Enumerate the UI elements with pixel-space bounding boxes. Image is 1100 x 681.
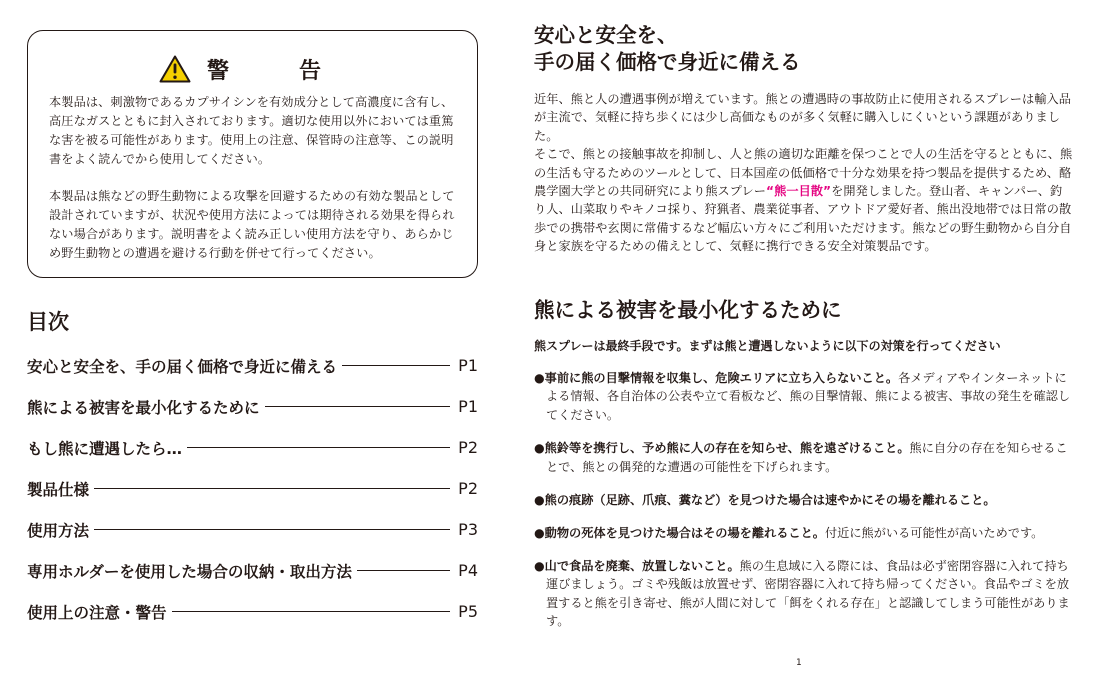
list-item-text: 各メディアやインターネットによる情報、各自治体の公表や立て看板など、熊の目撃情報、熊による被害、事故の発生を確認してください。 xyxy=(546,371,1071,422)
toc-item-page: P2 xyxy=(458,479,478,498)
toc-item[interactable] xyxy=(27,550,478,591)
list-item-text: 熊に自分の存在を知らせることで、熊との偶発的な遭遇の可能性を下げられます。 xyxy=(546,441,1068,474)
list-item-heading: ●山で食品を廃棄、放置しないこと。 xyxy=(534,558,740,573)
toc-leader-line xyxy=(265,406,450,407)
warning-header xyxy=(49,51,455,87)
list-item-heading: ●熊鈴等を携行し、予め熊に人の存在を知らせ、熊を遠ざけること。 xyxy=(534,441,910,456)
toc-item-title: 使用上の注意・警告 xyxy=(27,603,167,622)
toc-leader-line xyxy=(357,570,450,571)
section-intro xyxy=(534,22,1074,256)
countermeasure-list xyxy=(534,369,1074,630)
toc-item-page: P2 xyxy=(458,438,478,457)
toc-item-title: 製品仕様 xyxy=(27,480,90,499)
warning-paragraph-2: 本製品は熊などの野生動物による攻撃を回避するための有効な製品として設計されていますが、状況や使用方法によっては期待される効果を得られない場合があります。説明書をよく読み正しい使用方法を守り、あらかじめ野生動物との遭遇を避ける行動を併せて行ってください。 xyxy=(49,189,455,260)
toc-item-title: 使用方法 xyxy=(27,521,90,540)
toc-item[interactable] xyxy=(27,591,478,632)
list-item xyxy=(534,557,1074,631)
toc-item[interactable] xyxy=(27,345,478,386)
toc-item[interactable] xyxy=(27,427,478,468)
toc-item-title: 専用ホルダーを使用した場合の収納・取出方法 xyxy=(27,562,352,581)
section-2-title: 熊による被害を最小化するために xyxy=(534,298,842,322)
warning-title: 警 告 xyxy=(206,58,345,84)
page-number: 1 xyxy=(796,658,802,668)
paragraph-text: を開発しました。登山者、キャンパー、釣り人、山菜取りやキノコ採り、狩猟者、農業従事者、アウトドア愛好者、熊出没地帯では日常の散歩での携帯や玄関に常備するなど幅広い方々にご利用いただけます。熊などの野生動物から自分自身と家族を守るための備えとして、気軽に携行できる安全対策製品です。 xyxy=(534,184,1072,254)
list-item xyxy=(534,491,1074,509)
toc-leader-line xyxy=(94,529,450,530)
toc-item-title: もし熊に遭遇したら… xyxy=(27,439,183,458)
toc-item[interactable] xyxy=(27,468,478,509)
section-1-title xyxy=(534,22,1074,76)
list-item-heading: ●動物の死体を見つけた場合はその場を離れること。 xyxy=(534,526,825,541)
section-2-lead: 熊スプレーは最終手段です。まずは熊と遭遇しないように以下の対策を行ってください xyxy=(534,339,1001,353)
list-item-heading: ●事前に熊の目撃情報を収集し、危険エリアに立ち入らないこと。 xyxy=(534,371,899,385)
toc-leader-line xyxy=(172,611,450,612)
list-item xyxy=(534,439,1074,476)
list-item-text: 付近に熊がいる可能性が高いためです。 xyxy=(824,526,1044,541)
toc-item-title: 熊による被害を最小化するために xyxy=(27,398,260,417)
section-1-paragraph-2 xyxy=(534,145,1074,255)
paragraph-text: そこで、熊との接触事故を抑制し、人と熊の適切な距離を保つことで人の生活を守るとともに、熊の生活も守るためのツールとして、日本国産の低価格で十分な効果を持つ製品を提供するため、酪農学園大学との共同研究により熊スプレー xyxy=(534,147,1073,199)
list-item-text: 熊の生息域に入る際には、食品は必ず密閉容器に入れて持ち運びましょう。ゴミや残飯は放置せず、密閉容器に入れて持ち帰ってください。食品やゴミを放置すると熊を引き寄せ、熊が人間に対して「餌をくれる存在」と認識してしまう可能性があります。 xyxy=(546,558,1070,629)
list-item xyxy=(534,369,1074,424)
toc-item-page: P1 xyxy=(458,397,478,416)
toc-item[interactable] xyxy=(27,386,478,427)
toc-item-page: P1 xyxy=(458,356,478,375)
table-of-contents xyxy=(27,345,478,632)
warning-box xyxy=(27,30,478,278)
toc-item-page: P3 xyxy=(458,520,478,539)
toc-heading: 目次 xyxy=(27,310,69,334)
toc-item-title: 安心と安全を、手の届く価格で身近に備える xyxy=(27,357,338,376)
section-1-body xyxy=(534,90,1074,256)
toc-leader-line xyxy=(187,447,450,448)
section-1-paragraph-1: 近年、熊と人の遭遇事例が増えています。熊との遭遇時の事故防止に使用されるスプレーは輸入品が主流で、気軽に持ち歩くには少し高価なものが多く気軽に購入しにくいという課題がありました。 xyxy=(534,92,1071,143)
toc-item-page: P4 xyxy=(458,561,478,580)
section-1-title-line-2: 手の届く価格で身近に備える xyxy=(534,50,801,74)
list-item xyxy=(534,524,1074,542)
toc-leader-line xyxy=(94,488,450,489)
product-name: “熊一目散” xyxy=(766,184,832,199)
toc-leader-line xyxy=(342,365,450,366)
toc-item[interactable] xyxy=(27,509,478,550)
warning-paragraph-1: 本製品は、刺激物であるカプサイシンを有効成分として高濃度に含有し、高圧なガスとともに封入されております。適切な使用以外においては重篤な害を被る可能性があります。使用上の注意、保管時の注意等、この説明書をよく読んでから使用してください。 xyxy=(49,95,454,166)
section-1-title-line-1: 安心と安全を、 xyxy=(534,23,678,47)
list-item-heading: ●熊の痕跡（足跡、爪痕、糞など）を見つけた場合は速やかにその場を離れること。 xyxy=(534,493,996,508)
warning-triangle-icon xyxy=(159,55,191,83)
toc-item-page: P5 xyxy=(458,602,478,621)
